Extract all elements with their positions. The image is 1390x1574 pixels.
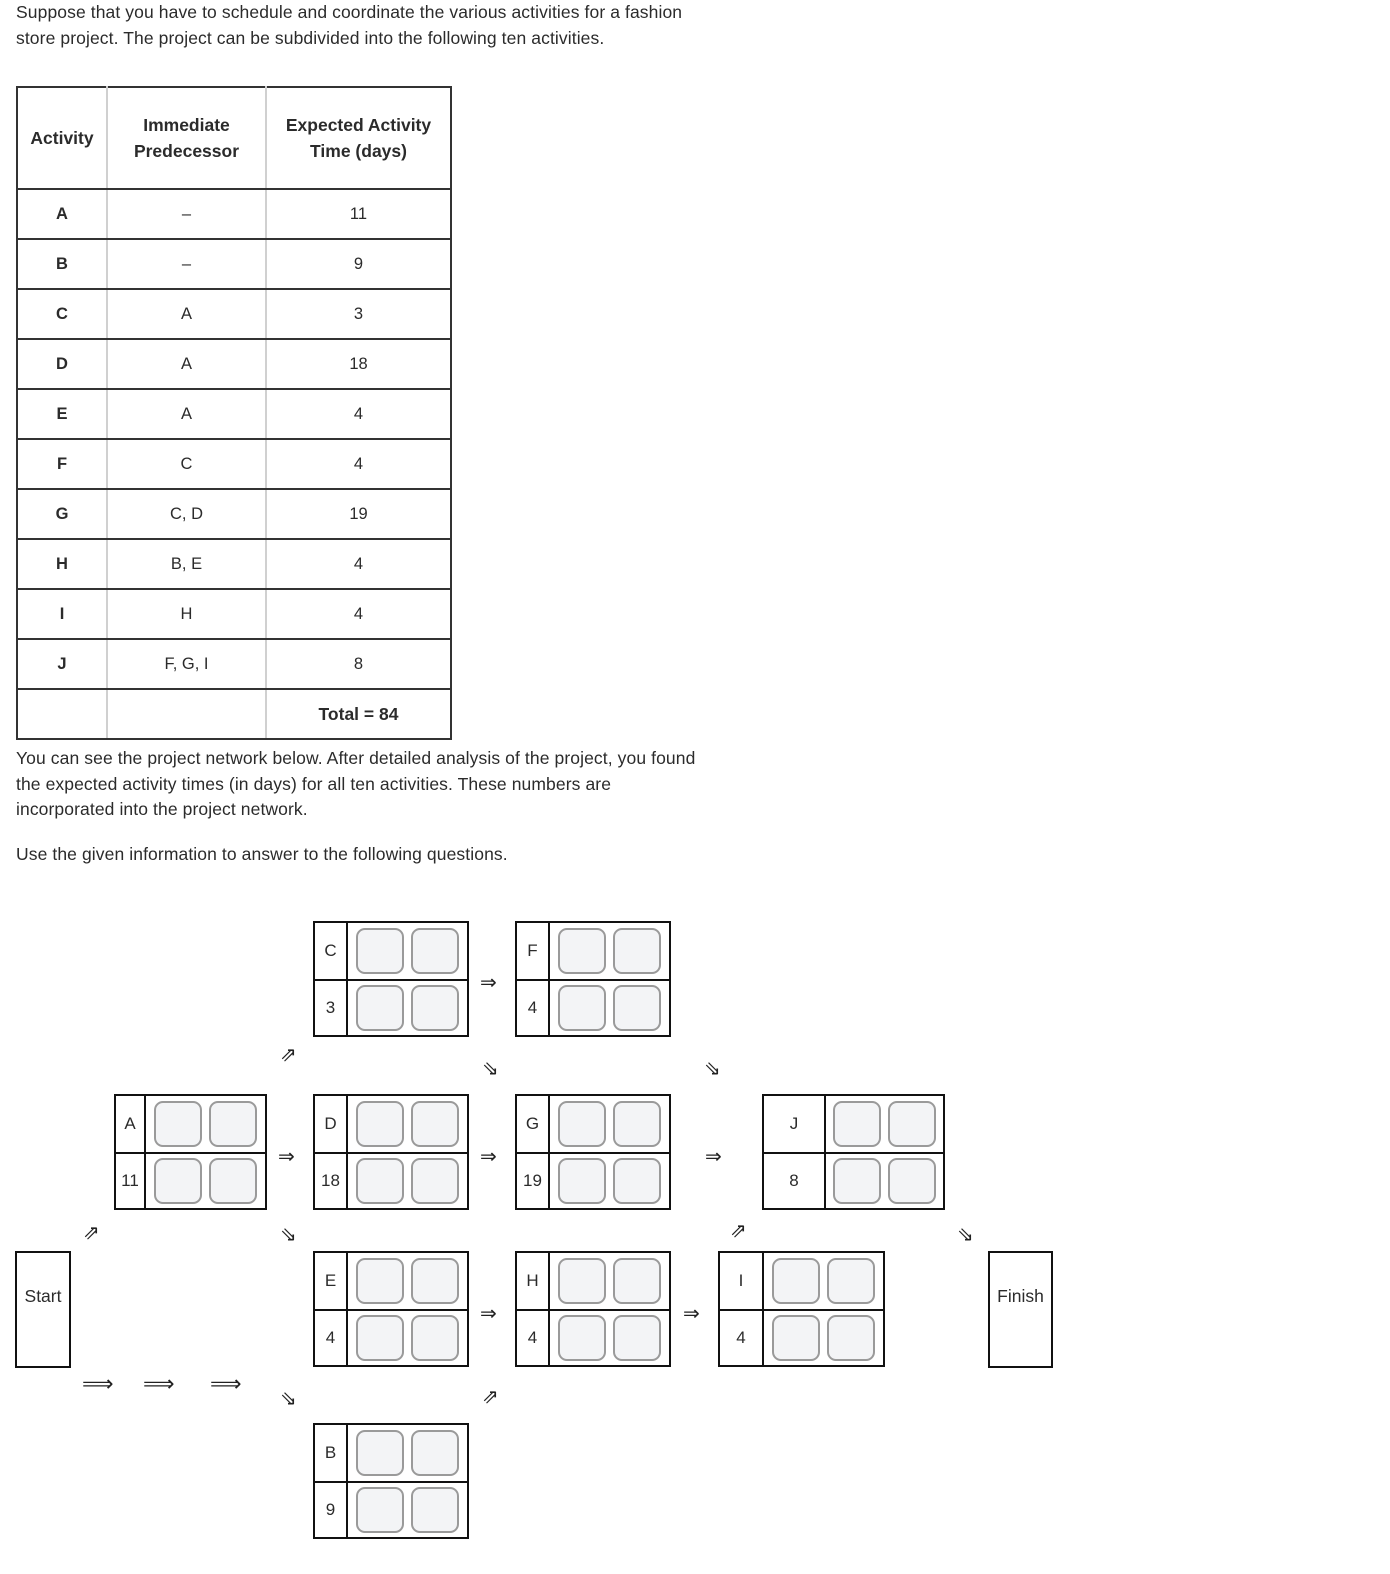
cell-time: 3 [266,289,451,339]
node-time: 3 [315,981,348,1035]
ef-input[interactable] [411,1258,459,1304]
cell-predecessor: – [107,239,266,289]
arrow-up-right-icon: ⇗ [280,1042,297,1066]
cell-predecessor: B, E [107,539,266,589]
arrow-up-right-icon: ⇗ [83,1220,100,1244]
cell-time: 18 [266,339,451,389]
node-name: G [517,1096,550,1152]
cell-activity: B [17,239,107,289]
cell-activity: I [17,589,107,639]
cell-activity: G [17,489,107,539]
activity-table [16,86,452,740]
ef-input[interactable] [888,1101,936,1147]
cell-activity: C [17,289,107,339]
header-activity: Activity [17,87,107,189]
arrow-right-icon: ⇒ [705,1144,722,1168]
arrow-long-right-icon: ⟹ [143,1372,174,1397]
ls-input[interactable] [356,1315,404,1361]
cell-predecessor: C [107,439,266,489]
cell-predecessor: – [107,189,266,239]
start-node [15,1251,71,1368]
cell-activity: J [17,639,107,689]
arrow-right-icon: ⇒ [278,1144,295,1168]
node-time: 9 [315,1483,348,1537]
arrow-down-right-icon: ⇘ [482,1056,499,1080]
node-time: 18 [315,1154,348,1208]
table-total-row [17,689,451,739]
arrow-down-right-icon: ⇘ [280,1222,297,1246]
cell-time: 4 [266,539,451,589]
ls-input[interactable] [154,1158,202,1204]
node-name: C [315,923,348,979]
arrow-right-icon: ⇒ [480,970,497,994]
cell-predecessor: A [107,389,266,439]
ls-input[interactable] [356,985,404,1031]
es-input[interactable] [772,1258,820,1304]
ls-input[interactable] [356,1487,404,1533]
cell-predecessor: H [107,589,266,639]
ef-input[interactable] [613,1258,661,1304]
node-time: 8 [764,1154,826,1208]
es-input[interactable] [356,1258,404,1304]
arrow-down-right-icon: ⇘ [704,1056,721,1080]
cell-activity: E [17,389,107,439]
ef-input[interactable] [411,1430,459,1476]
cell-predecessor: A [107,339,266,389]
es-input[interactable] [356,1430,404,1476]
lf-input[interactable] [411,1315,459,1361]
node-name: E [315,1253,348,1309]
arrow-up-right-icon: ⇗ [730,1218,747,1242]
activity-node-e [313,1251,469,1367]
node-name: F [517,923,550,979]
lf-input[interactable] [411,985,459,1031]
table-row [17,539,451,589]
cell-total: Total = 84 [266,689,451,739]
ls-input[interactable] [356,1158,404,1204]
cell-empty [107,689,266,739]
lf-input[interactable] [888,1158,936,1204]
header-time: Expected Activity Time (days) [266,87,451,189]
lf-input[interactable] [613,1315,661,1361]
ef-input[interactable] [411,928,459,974]
ls-input[interactable] [833,1158,881,1204]
lf-input[interactable] [411,1158,459,1204]
node-name: A [116,1096,146,1152]
cell-activity: D [17,339,107,389]
activity-node-f [515,921,671,1037]
es-input[interactable] [558,928,606,974]
ls-input[interactable] [772,1315,820,1361]
cell-predecessor: A [107,289,266,339]
lf-input[interactable] [827,1315,875,1361]
ls-input[interactable] [558,1158,606,1204]
table-row [17,389,451,439]
cell-time: 11 [266,189,451,239]
ls-input[interactable] [558,985,606,1031]
cell-activity: F [17,439,107,489]
node-name: J [764,1096,826,1152]
start-label: Start [24,1286,62,1306]
cell-empty [17,689,107,739]
activity-node-c [313,921,469,1037]
node-time: 11 [116,1154,146,1208]
es-input[interactable] [833,1101,881,1147]
activity-node-h [515,1251,671,1367]
activity-node-i [718,1251,885,1367]
finish-label: Finish [997,1286,1044,1306]
lf-input[interactable] [613,985,661,1031]
table-row [17,589,451,639]
ef-input[interactable] [827,1258,875,1304]
activity-node-a [114,1094,267,1210]
ef-input[interactable] [411,1101,459,1147]
ef-input[interactable] [209,1101,257,1147]
cell-activity: H [17,539,107,589]
es-input[interactable] [356,928,404,974]
es-input[interactable] [558,1258,606,1304]
es-input[interactable] [356,1101,404,1147]
node-time: 19 [517,1154,550,1208]
cell-activity: A [17,189,107,239]
lf-input[interactable] [209,1158,257,1204]
header-predecessor: Immediate Predecessor [107,87,266,189]
arrow-down-right-icon: ⇘ [957,1222,974,1246]
cell-time: 4 [266,439,451,489]
arrow-right-icon: ⇒ [683,1301,700,1325]
cell-time: 19 [266,489,451,539]
cell-time: 4 [266,389,451,439]
table-row [17,239,451,289]
table-row [17,189,451,239]
activity-node-g [515,1094,671,1210]
lf-input[interactable] [613,1158,661,1204]
arrow-long-right-icon: ⟹ [82,1372,113,1397]
table-row [17,639,451,689]
intro-paragraph: Suppose that you have to schedule and coordinate the various activities for a fashion store project. The project can be subdivided into the following ten activities. [16,2,683,48]
node-time: 4 [315,1311,348,1365]
es-input[interactable] [154,1101,202,1147]
node-name: I [720,1253,764,1309]
arrow-down-right-icon: ⇘ [280,1386,297,1410]
arrow-right-icon: ⇒ [480,1144,497,1168]
finish-node [988,1251,1053,1368]
node-time: 4 [720,1311,764,1365]
node-name: H [517,1253,550,1309]
cell-time: 8 [266,639,451,689]
cell-predecessor: F, G, I [107,639,266,689]
activity-node-d [313,1094,469,1210]
table-header-row [17,87,451,189]
ef-input[interactable] [613,928,661,974]
ls-input[interactable] [558,1315,606,1361]
cell-time: 4 [266,589,451,639]
lf-input[interactable] [411,1487,459,1533]
table-row [17,289,451,339]
node-time: 4 [517,981,550,1035]
node-name: D [315,1096,348,1152]
activity-node-j [762,1094,945,1210]
table-row [17,339,451,389]
node-time: 4 [517,1311,550,1365]
es-input[interactable] [558,1101,606,1147]
instruction-paragraph: Use the given information to answer to the following questions. [16,844,508,864]
arrow-up-right-icon: ⇗ [482,1384,499,1408]
table-row [17,439,451,489]
arrow-long-right-icon: ⟹ [210,1372,241,1397]
network-paragraph: You can see the project network below. After detailed analysis of the project, you found the expected activity times (in days) for all ten activities. These numbers are incorporated into the project network. [16,748,696,820]
node-name: B [315,1425,348,1481]
cell-predecessor: C, D [107,489,266,539]
arrow-right-icon: ⇒ [480,1301,497,1325]
cell-time: 9 [266,239,451,289]
ef-input[interactable] [613,1101,661,1147]
activity-node-b [313,1423,469,1539]
table-row [17,489,451,539]
